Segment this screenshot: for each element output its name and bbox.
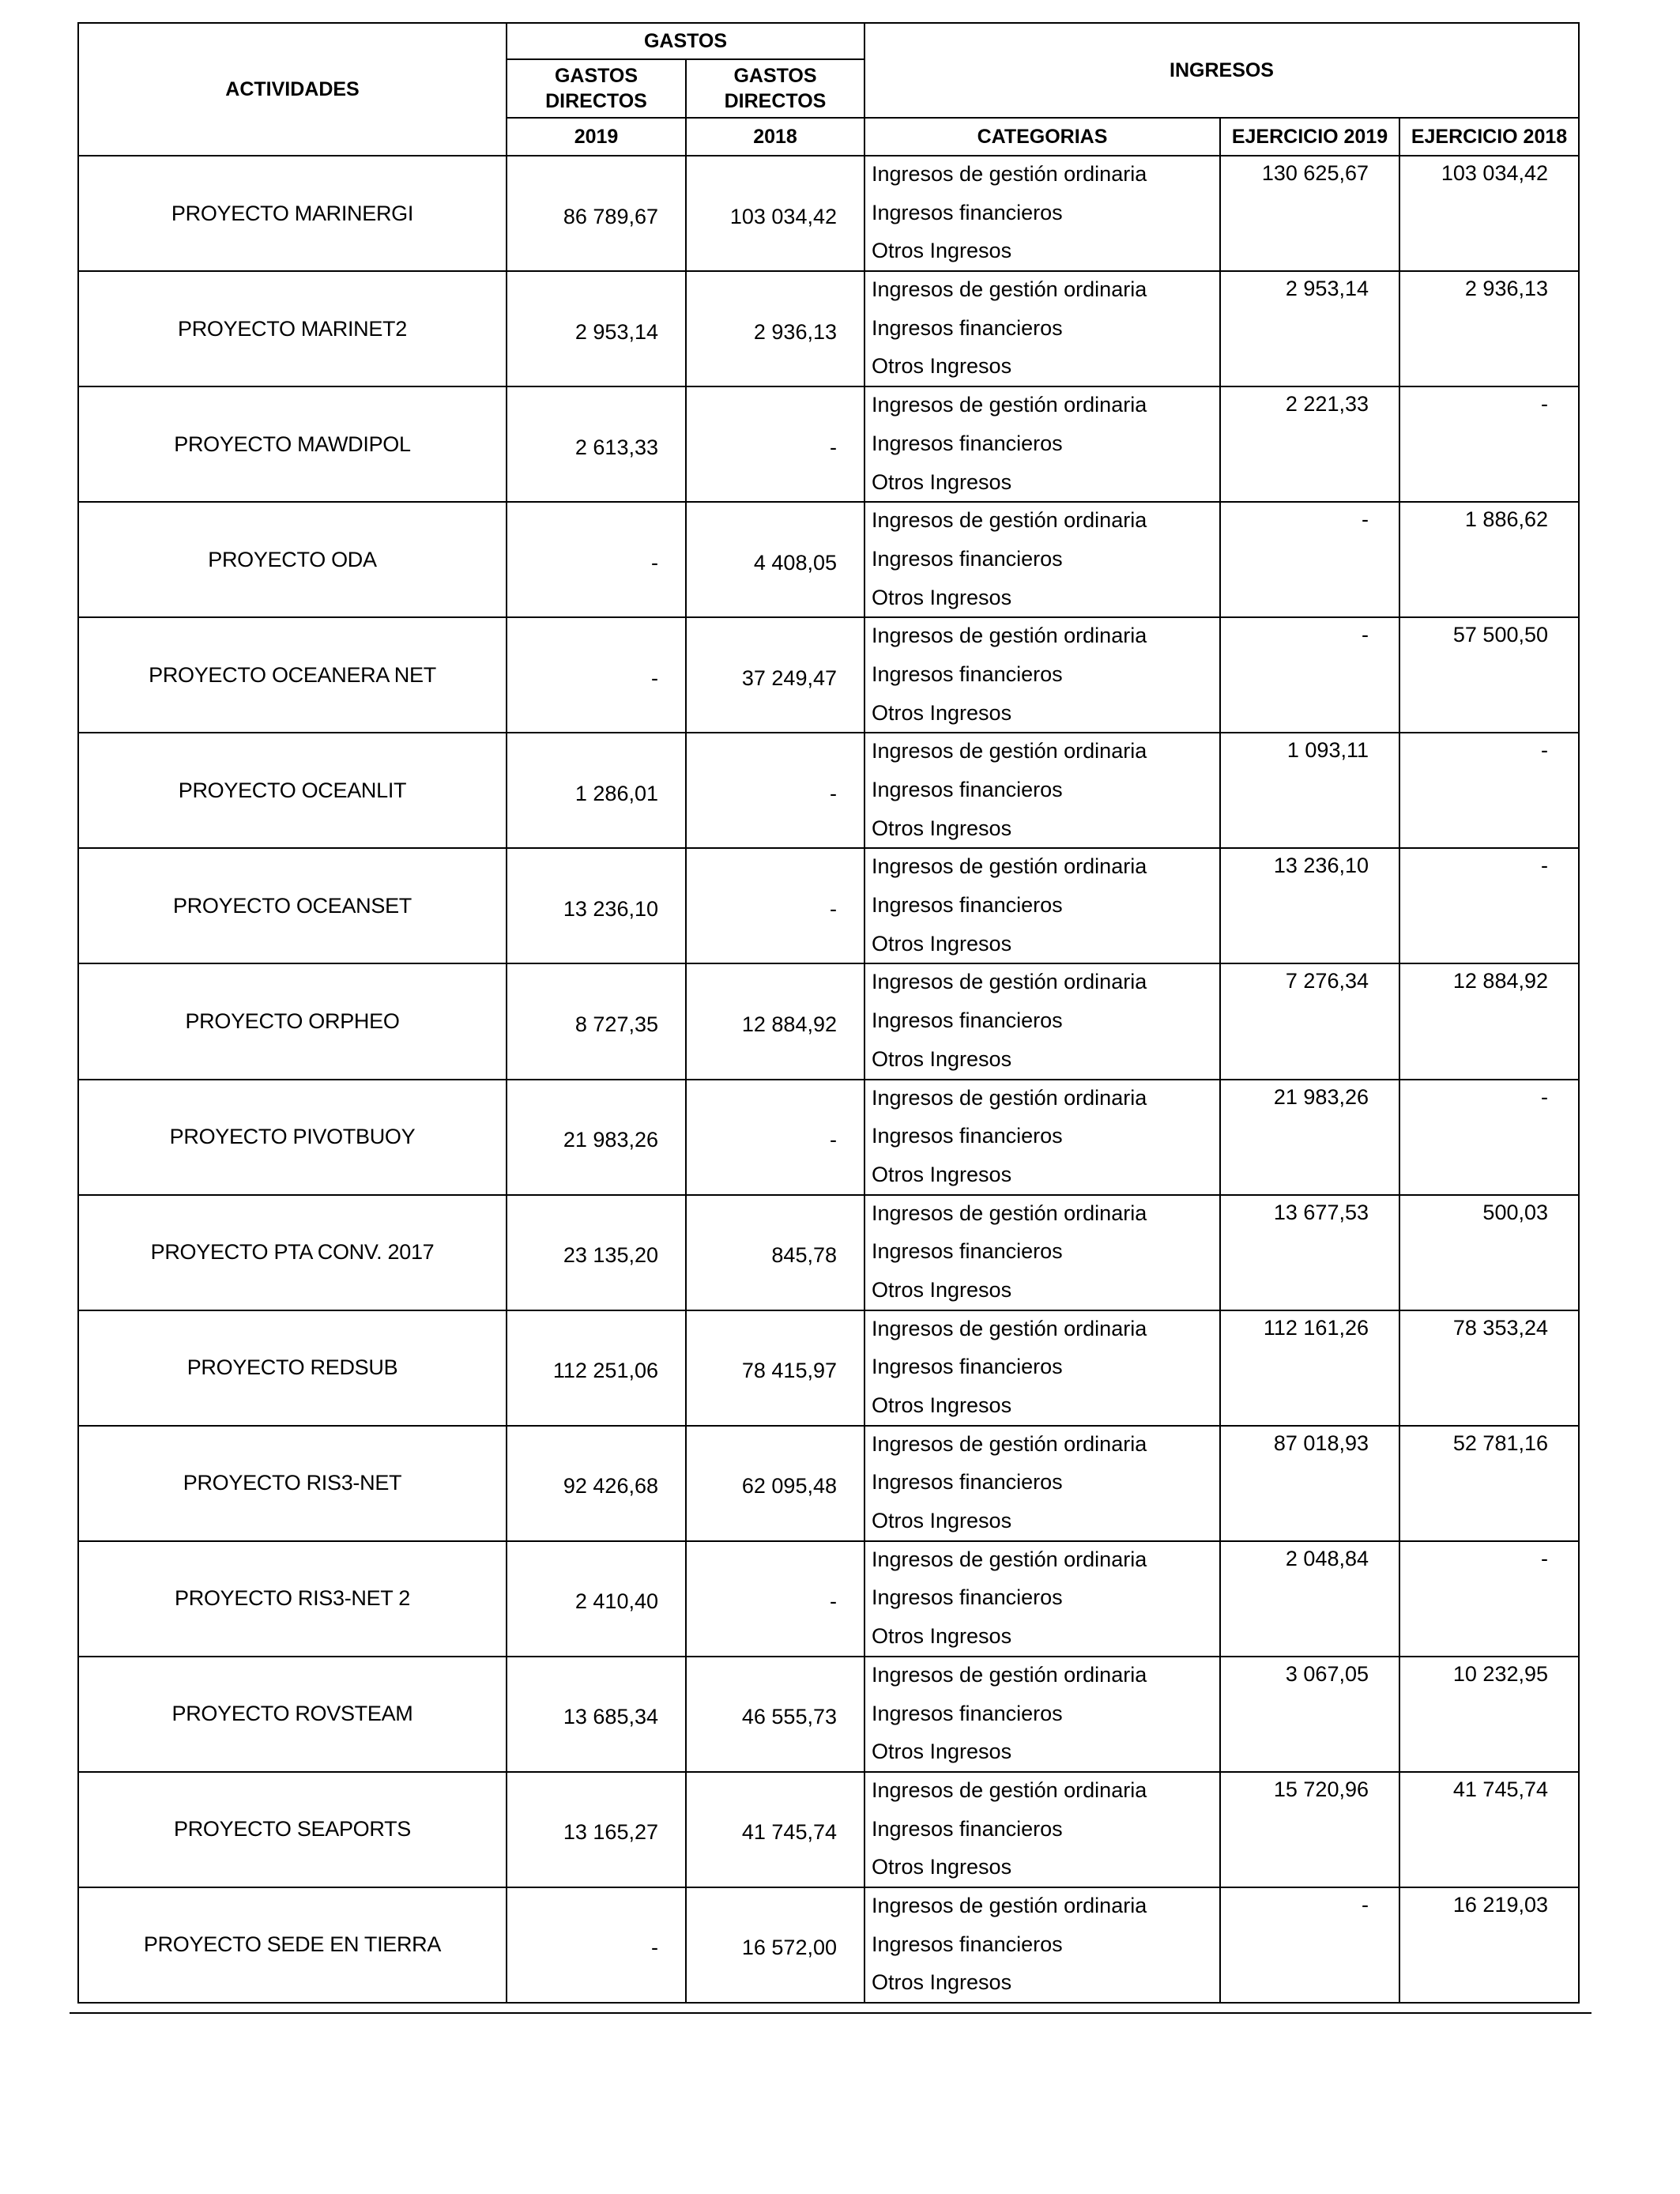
ingresos-2019-value: 3 067,05: [1220, 1657, 1399, 1772]
categorias-cell: [864, 1541, 1220, 1657]
ingresos-2018-value: -: [1399, 848, 1579, 963]
category-label: Ingresos financieros: [872, 893, 1063, 918]
bottom-rule: [70, 2012, 1591, 2014]
categorias-cell: [864, 1080, 1220, 1195]
gastos-2019-value: 21 983,26: [507, 1080, 686, 1195]
table-row: [78, 1772, 1579, 1887]
activity-name: PROYECTO ROVSTEAM: [78, 1657, 507, 1772]
categorias-cell: [864, 502, 1220, 617]
table-row: [78, 1195, 1579, 1310]
categorias-cell: [864, 1887, 1220, 2003]
ingresos-2018-value: -: [1399, 733, 1579, 848]
ingresos-2019-value: -: [1220, 1887, 1399, 2003]
activity-name: PROYECTO OCEANSET: [78, 848, 507, 963]
categorias-header: CATEGORIAS: [864, 118, 1220, 156]
gastos-2018-value: -: [686, 733, 864, 848]
ingresos-2018-value: 57 500,50: [1399, 617, 1579, 733]
table-row: [78, 963, 1579, 1079]
gastos-2018-value: 41 745,74: [686, 1772, 864, 1887]
ingresos-2019-value: 2 953,14: [1220, 271, 1399, 386]
ingresos-2018-value: 78 353,24: [1399, 1310, 1579, 1426]
ingresos-2019-value: -: [1220, 617, 1399, 733]
ingresos-2019-value: 87 018,93: [1220, 1426, 1399, 1541]
category-label: Ingresos financieros: [872, 315, 1063, 340]
activity-name: PROYECTO ODA: [78, 502, 507, 617]
year-2018-header: 2018: [686, 118, 864, 156]
activity-name: PROYECTO REDSUB: [78, 1310, 507, 1426]
activity-name: PROYECTO PIVOTBUOY: [78, 1080, 507, 1195]
activity-name: PROYECTO SEAPORTS: [78, 1772, 507, 1887]
ingresos-2019-value: 15 720,96: [1220, 1772, 1399, 1887]
category-label: Otros Ingresos: [872, 1162, 1012, 1186]
ingresos-header: INGRESOS: [864, 23, 1579, 118]
gastos-2019-value: -: [507, 502, 686, 617]
categorias-cell: [864, 1772, 1220, 1887]
category-label: Ingresos financieros: [872, 1124, 1063, 1148]
activity-name: PROYECTO RIS3-NET 2: [78, 1541, 507, 1657]
ingresos-2018-value: 12 884,92: [1399, 963, 1579, 1079]
gastos-2019-value: -: [507, 617, 686, 733]
gastos-2018-value: -: [686, 1541, 864, 1657]
table-header: [78, 23, 1579, 156]
categorias-cell: [864, 386, 1220, 502]
activity-name: PROYECTO RIS3-NET: [78, 1426, 507, 1541]
activity-name: PROYECTO OCEANLIT: [78, 733, 507, 848]
gastos-2018-value: 2 936,13: [686, 271, 864, 386]
table-row: [78, 848, 1579, 963]
category-label: Otros Ingresos: [872, 1624, 1012, 1649]
ingresos-2019-value: 13 677,53: [1220, 1195, 1399, 1310]
ingresos-2019-value: 2 221,33: [1220, 386, 1399, 502]
ejercicio-2019-header: EJERCICIO 2019: [1220, 118, 1399, 156]
activity-name: PROYECTO SEDE EN TIERRA: [78, 1887, 507, 2003]
category-label: Otros Ingresos: [872, 816, 1012, 840]
gastos-2019-value: -: [507, 1887, 686, 2003]
table-row: [78, 1426, 1579, 1541]
gastos-2019-value: 1 286,01: [507, 733, 686, 848]
category-label: Ingresos de gestión ordinaria: [872, 1893, 1147, 1917]
ingresos-2018-value: 2 936,13: [1399, 271, 1579, 386]
gastos-2018-value: 16 572,00: [686, 1887, 864, 2003]
categorias-cell: [864, 156, 1220, 271]
gastos-2018-value: -: [686, 1080, 864, 1195]
gastos-directos-2018-header: GASTOS DIRECTOS: [686, 59, 864, 118]
category-label: Ingresos financieros: [872, 1239, 1063, 1264]
category-label: Ingresos de gestión ordinaria: [872, 970, 1147, 994]
table-body: [78, 156, 1579, 2003]
table-row: [78, 271, 1579, 386]
activity-name: PROYECTO MARINET2: [78, 271, 507, 386]
ingresos-2019-value: 13 236,10: [1220, 848, 1399, 963]
categorias-cell: [864, 617, 1220, 733]
ingresos-2018-value: 103 034,42: [1399, 156, 1579, 271]
gastos-2019-value: 2 410,40: [507, 1541, 686, 1657]
category-label: Otros Ingresos: [872, 700, 1012, 725]
ingresos-2019-value: 1 093,11: [1220, 733, 1399, 848]
gastos-2019-value: 86 789,67: [507, 156, 686, 271]
ingresos-2018-value: -: [1399, 1080, 1579, 1195]
table-row: [78, 156, 1579, 271]
gastos-2018-value: 12 884,92: [686, 963, 864, 1079]
category-label: Otros Ingresos: [872, 469, 1012, 494]
category-label: Ingresos de gestión ordinaria: [872, 1662, 1147, 1687]
table-row: [78, 502, 1579, 617]
ingresos-2018-value: -: [1399, 386, 1579, 502]
ingresos-2018-value: 500,03: [1399, 1195, 1579, 1310]
gastos-2018-value: 37 249,47: [686, 617, 864, 733]
table-row: [78, 617, 1579, 733]
category-label: Ingresos financieros: [872, 200, 1063, 224]
gastos-2018-value: 62 095,48: [686, 1426, 864, 1541]
category-label: Ingresos financieros: [872, 1932, 1063, 1956]
gastos-2018-value: 4 408,05: [686, 502, 864, 617]
category-label: Ingresos financieros: [872, 1008, 1063, 1033]
category-label: Otros Ingresos: [872, 1046, 1012, 1071]
activity-name: PROYECTO PTA CONV. 2017: [78, 1195, 507, 1310]
categorias-cell: [864, 1195, 1220, 1310]
category-label: Ingresos financieros: [872, 546, 1063, 571]
category-label: Ingresos financieros: [872, 1816, 1063, 1841]
actividades-header: ACTIVIDADES: [78, 23, 507, 156]
category-label: Ingresos de gestión ordinaria: [872, 739, 1147, 763]
activity-name: PROYECTO MARINERGI: [78, 156, 507, 271]
ingresos-2018-value: 10 232,95: [1399, 1657, 1579, 1772]
table-row: [78, 1541, 1579, 1657]
category-label: Ingresos financieros: [872, 1585, 1063, 1610]
category-label: Ingresos de gestión ordinaria: [872, 1547, 1147, 1571]
ingresos-2018-value: -: [1399, 1541, 1579, 1657]
gastos-2019-value: 112 251,06: [507, 1310, 686, 1426]
ingresos-2018-value: 1 886,62: [1399, 502, 1579, 617]
category-label: Otros Ingresos: [872, 1970, 1012, 1995]
category-label: Otros Ingresos: [872, 1393, 1012, 1417]
activities-table: [77, 22, 1580, 2004]
ingresos-2019-value: 7 276,34: [1220, 963, 1399, 1079]
category-label: Ingresos de gestión ordinaria: [872, 393, 1147, 417]
ingresos-2019-value: -: [1220, 502, 1399, 617]
gastos-2019-value: 13 685,34: [507, 1657, 686, 1772]
ingresos-2019-value: 2 048,84: [1220, 1541, 1399, 1657]
activity-name: PROYECTO MAWDIPOL: [78, 386, 507, 502]
gastos-2018-value: -: [686, 386, 864, 502]
category-label: Otros Ingresos: [872, 239, 1012, 263]
table-row: [78, 386, 1579, 502]
ingresos-2018-value: 41 745,74: [1399, 1772, 1579, 1887]
category-label: Ingresos financieros: [872, 1355, 1063, 1379]
categorias-cell: [864, 1310, 1220, 1426]
category-label: Ingresos financieros: [872, 662, 1063, 686]
gastos-2019-value: 23 135,20: [507, 1195, 686, 1310]
category-label: Otros Ingresos: [872, 1855, 1012, 1879]
category-label: Ingresos de gestión ordinaria: [872, 1777, 1147, 1802]
category-label: Ingresos de gestión ordinaria: [872, 277, 1147, 302]
table-row: [78, 1657, 1579, 1772]
gastos-2019-value: 8 727,35: [507, 963, 686, 1079]
gastos-2018-value: -: [686, 848, 864, 963]
gastos-2019-value: 13 165,27: [507, 1772, 686, 1887]
ingresos-2018-value: 52 781,16: [1399, 1426, 1579, 1541]
gastos-2018-value: 103 034,42: [686, 156, 864, 271]
gastos-header: GASTOS: [507, 23, 864, 59]
gastos-2018-value: 78 415,97: [686, 1310, 864, 1426]
category-label: Ingresos financieros: [872, 778, 1063, 801]
ingresos-2019-value: 112 161,26: [1220, 1310, 1399, 1426]
categorias-cell: [864, 1426, 1220, 1541]
category-label: Ingresos de gestión ordinaria: [872, 508, 1147, 533]
categorias-cell: [864, 1657, 1220, 1772]
category-label: Ingresos de gestión ordinaria: [872, 624, 1147, 648]
category-label: Ingresos de gestión ordinaria: [872, 162, 1147, 186]
table-row: [78, 1310, 1579, 1426]
category-label: Ingresos de gestión ordinaria: [872, 1316, 1147, 1340]
gastos-2018-value: 46 555,73: [686, 1657, 864, 1772]
gastos-directos-2019-header: GASTOS DIRECTOS: [507, 59, 686, 118]
category-label: Ingresos de gestión ordinaria: [872, 1201, 1147, 1225]
category-label: Ingresos financieros: [872, 431, 1063, 455]
ingresos-2019-value: 130 625,67: [1220, 156, 1399, 271]
category-label: Otros Ingresos: [872, 1740, 1012, 1764]
table-row: [78, 1887, 1579, 2003]
gastos-2019-value: 2 953,14: [507, 271, 686, 386]
gastos-2018-value: 845,78: [686, 1195, 864, 1310]
category-label: Otros Ingresos: [872, 1509, 1012, 1533]
ingresos-2018-value: 16 219,03: [1399, 1887, 1579, 2003]
category-label: Otros Ingresos: [872, 585, 1012, 609]
categorias-cell: [864, 271, 1220, 386]
ejercicio-2018-header: EJERCICIO 2018: [1399, 118, 1579, 156]
gastos-2019-value: 13 236,10: [507, 848, 686, 963]
category-label: Otros Ingresos: [872, 1277, 1012, 1302]
categorias-cell: [864, 733, 1220, 848]
table-row: [78, 1080, 1579, 1195]
category-label: Otros Ingresos: [872, 931, 1012, 956]
categorias-cell: [864, 848, 1220, 963]
category-label: Ingresos de gestión ordinaria: [872, 1085, 1147, 1110]
activity-name: PROYECTO OCEANERA NET: [78, 617, 507, 733]
category-label: Ingresos de gestión ordinaria: [872, 1431, 1147, 1456]
gastos-2019-value: 2 613,33: [507, 386, 686, 502]
gastos-2019-value: 92 426,68: [507, 1426, 686, 1541]
category-label: Ingresos de gestión ordinaria: [872, 854, 1147, 879]
table-row: [78, 733, 1579, 848]
ingresos-2019-value: 21 983,26: [1220, 1080, 1399, 1195]
activity-name: PROYECTO ORPHEO: [78, 963, 507, 1079]
category-label: Ingresos financieros: [872, 1701, 1063, 1725]
year-2019-header: 2019: [507, 118, 686, 156]
category-label: Ingresos financieros: [872, 1470, 1063, 1495]
categorias-cell: [864, 963, 1220, 1079]
category-label: Otros Ingresos: [872, 354, 1012, 379]
